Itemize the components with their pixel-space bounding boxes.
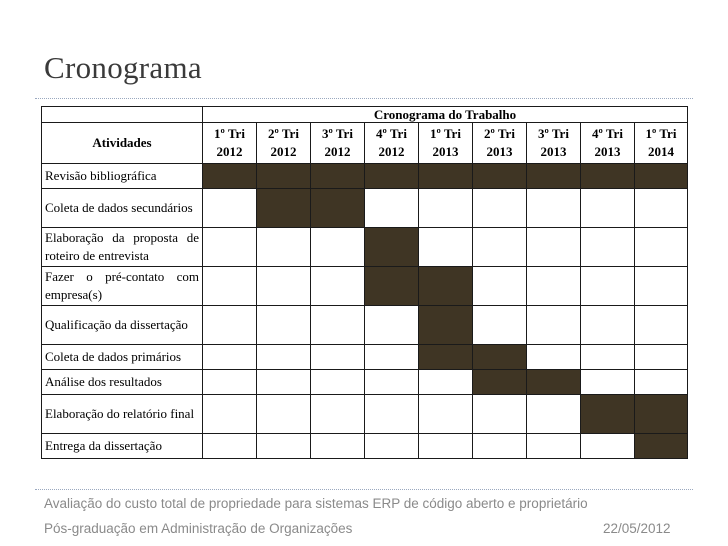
schedule-cell-empty: [473, 267, 527, 306]
schedule-cell-empty: [419, 370, 473, 395]
schedule-cell-empty: [473, 395, 527, 434]
quarter-header: [473, 123, 527, 164]
quarter-header: [257, 123, 311, 164]
quarter-year: 2013: [540, 144, 567, 159]
schedule-cell-empty: [257, 267, 311, 306]
schedule-title-row: [42, 107, 688, 123]
schedule-cell-empty: [635, 189, 688, 228]
schedule-cell-active: [635, 434, 688, 459]
quarter-header: [527, 123, 581, 164]
quarter-year: 2013: [432, 144, 459, 159]
schedule-cell-empty: [257, 228, 311, 267]
schedule-cell-empty: [203, 306, 257, 345]
activity-row: [42, 395, 688, 434]
schedule-cell-empty: [203, 434, 257, 459]
schedule-cell-empty: [257, 370, 311, 395]
activity-name: Coleta de dados secundários: [42, 189, 203, 228]
schedule-cell-active: [419, 267, 473, 306]
schedule-cell-empty: [581, 345, 635, 370]
schedule-cell-empty: [203, 267, 257, 306]
quarter-label: 1º Tri: [430, 126, 461, 141]
quarter-label: 2º Tri: [484, 126, 515, 141]
activity-name: Elaboração do relatório final: [42, 395, 203, 434]
quarter-header: [203, 123, 257, 164]
schedule-cell-empty: [635, 306, 688, 345]
schedule-cell-active: [365, 164, 419, 189]
schedule-cell-empty: [473, 228, 527, 267]
schedule-cell-active: [311, 164, 365, 189]
activities-header: Atividades: [42, 123, 203, 164]
title-divider: [35, 98, 693, 99]
schedule-cell-empty: [257, 306, 311, 345]
schedule-cell-empty: [257, 434, 311, 459]
schedule-cell-active: [581, 164, 635, 189]
schedule-cell-empty: [419, 395, 473, 434]
schedule-cell-empty: [581, 434, 635, 459]
schedule-cell-active: [257, 164, 311, 189]
schedule-cell-active: [527, 164, 581, 189]
schedule-cell-empty: [311, 434, 365, 459]
schedule-cell-empty: [311, 345, 365, 370]
schedule-cell-active: [419, 345, 473, 370]
schedule-cell-empty: [365, 395, 419, 434]
schedule-cell-active: [365, 267, 419, 306]
quarter-label: 4º Tri: [376, 126, 407, 141]
quarter-label: 3º Tri: [538, 126, 569, 141]
schedule-cell-active: [419, 164, 473, 189]
quarter-header: [419, 123, 473, 164]
schedule-cell-empty: [473, 434, 527, 459]
schedule-cell-empty: [203, 395, 257, 434]
slide-title: Cronograma: [44, 50, 202, 85]
schedule-cell-active: [527, 370, 581, 395]
activity-row: [42, 164, 688, 189]
schedule-cell-empty: [311, 228, 365, 267]
schedule-cell-empty: [311, 370, 365, 395]
schedule-cell-empty: [311, 267, 365, 306]
quarter-label: 4º Tri: [592, 126, 623, 141]
schedule-cell-empty: [203, 189, 257, 228]
quarter-year: 2013: [486, 144, 513, 159]
footer-divider: [35, 489, 693, 490]
schedule-cell-active: [635, 164, 688, 189]
schedule-cell-active: [419, 306, 473, 345]
quarter-year: 2012: [324, 144, 351, 159]
schedule-cell-empty: [527, 434, 581, 459]
footer-course: Pós-graduação em Administração de Organizações: [44, 521, 353, 536]
quarter-header: [365, 123, 419, 164]
schedule-cell-active: [257, 189, 311, 228]
activity-row: [42, 267, 688, 306]
quarter-header: [311, 123, 365, 164]
activity-row: [42, 306, 688, 345]
activity-name: Entrega da dissertação: [42, 434, 203, 459]
activity-name: Análise dos resultados: [42, 370, 203, 395]
quarter-label: 1º Tri: [645, 126, 677, 141]
schedule-cell-empty: [635, 345, 688, 370]
schedule-cell-empty: [635, 370, 688, 395]
schedule-cell-empty: [311, 306, 365, 345]
activity-name: Fazer o pré-contato com empresa(s): [42, 267, 203, 306]
schedule-cell-empty: [203, 228, 257, 267]
schedule-cell-empty: [203, 345, 257, 370]
quarter-year: 2013: [594, 144, 621, 159]
schedule-cell-empty: [365, 306, 419, 345]
schedule-cell-empty: [473, 189, 527, 228]
presentation-subtitle: Avaliação do custo total de propriedade para sistemas ERP de código aberto e proprietário: [44, 496, 588, 511]
schedule-cell-empty: [527, 228, 581, 267]
activity-row: [42, 228, 688, 267]
activity-row: [42, 370, 688, 395]
schedule-cell-empty: [581, 228, 635, 267]
activity-name: Qualificação da dissertação: [42, 306, 203, 345]
activity-row: [42, 189, 688, 228]
schedule-cell-empty: [365, 434, 419, 459]
schedule-cell-empty: [419, 228, 473, 267]
schedule-cell-empty: [635, 228, 688, 267]
activity-row: [42, 345, 688, 370]
schedule-cell-empty: [203, 370, 257, 395]
activity-name: Revisão bibliográfica: [42, 164, 203, 189]
footer-date: 22/05/2012: [603, 521, 671, 536]
schedule-cell-active: [473, 164, 527, 189]
schedule-cell-empty: [473, 306, 527, 345]
schedule-cell-empty: [581, 306, 635, 345]
activity-name: Coleta de dados primários: [42, 345, 203, 370]
schedule-cell-active: [473, 345, 527, 370]
quarter-label: 3º Tri: [322, 126, 353, 141]
schedule-cell-active: [311, 189, 365, 228]
quarter-year: 2012: [378, 144, 405, 159]
activity-row: [42, 434, 688, 459]
schedule-cell-empty: [527, 395, 581, 434]
schedule-cell-empty: [365, 189, 419, 228]
schedule-cell-empty: [527, 189, 581, 228]
schedule-title: Cronograma do Trabalho: [203, 107, 688, 123]
schedule-cell-empty: [581, 370, 635, 395]
schedule-cell-empty: [527, 267, 581, 306]
schedule-cell-active: [203, 164, 257, 189]
schedule-table: [41, 106, 688, 459]
quarter-year: 2012: [216, 144, 243, 159]
quarter-label: 1º Tri: [214, 126, 245, 141]
schedule-cell-active: [635, 395, 688, 434]
schedule-cell-empty: [365, 345, 419, 370]
schedule-cell-empty: [365, 370, 419, 395]
activity-name: Elaboração da proposta de roteiro de entrevista: [42, 228, 203, 267]
quarter-header: [635, 123, 688, 164]
quarter-year: 2012: [270, 144, 297, 159]
quarter-label: 2º Tri: [268, 126, 299, 141]
schedule-cell-empty: [419, 189, 473, 228]
schedule-cell-active: [581, 395, 635, 434]
schedule-cell-empty: [257, 395, 311, 434]
schedule-cell-active: [365, 228, 419, 267]
schedule-cell-empty: [311, 395, 365, 434]
schedule-cell-empty: [257, 345, 311, 370]
schedule-cell-empty: [581, 267, 635, 306]
quarter-year: 2014: [648, 144, 674, 159]
schedule-cell-empty: [419, 434, 473, 459]
quarter-header: [581, 123, 635, 164]
schedule-cell-empty: [527, 306, 581, 345]
schedule-cell-active: [473, 370, 527, 395]
schedule-header-row: [42, 123, 688, 164]
schedule-cell-empty: [635, 267, 688, 306]
schedule-cell-empty: [581, 189, 635, 228]
schedule-cell-empty: [527, 345, 581, 370]
